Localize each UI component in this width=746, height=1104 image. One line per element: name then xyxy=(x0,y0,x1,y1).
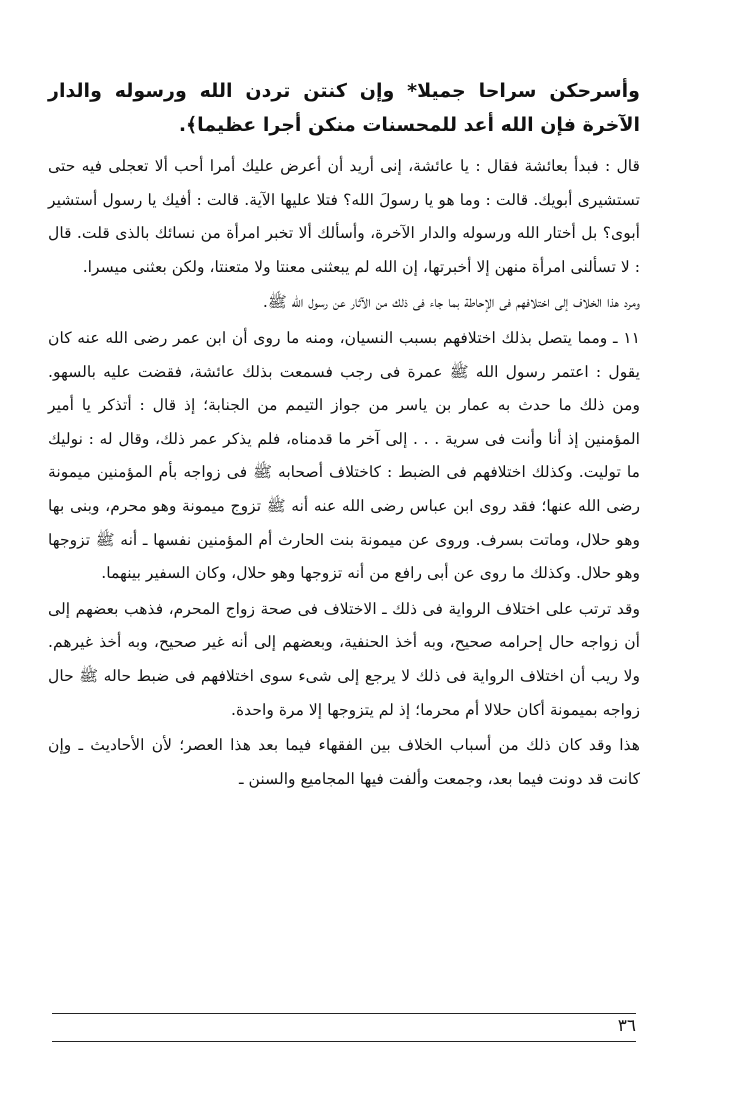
paragraph-3: ١١ ـ ومما يتصل بذلك اختلافهم بسبب النسيان، ومنه ما روى أن ابن عمر رضى الله عنه كان يقول : اعتمر رسول الله ﷺ عمرة فى رجب فسمعت بذلك عائشة، فقضت عليه بالسهو. ومن ذلك ما حدث به عمار بن ياسر من جواز التيمم من الجنابة؛ إذ قال : أتذكر يا أمير المؤمنين إذ أنا وأنت فى سرية . . . إلى آخر ما قدمناه، فلم يذكر عمر ذلك، وقال له : نوليك ما توليت. وكذلك اختلافهم فى الضبط : كاختلاف أصحابه ﷺ فى زواجه بأم المؤمنين ميمونة رضى الله عنها؛ فقد روى ابن عباس رضى الله عنه أنه ﷺ تزوج ميمونة وهو محرم، وبنى بها وهو حلال، وماتت بسرف. وروى عن ميمونة بنت الحارث أم المؤمنين نفسها ـ أنه ﷺ تزوجها وهو حلال. وكذلك ما روى عن أبى رافع من أنه تزوجها وهو حلال، وكان السفير بينهما. xyxy=(48,328,640,583)
quran-verse: وأسرحكن سراحا جميلا* وإن كنتن تردن الله ورسوله والدار الآخرة فإن الله أعد للمحسنات منكن أجرا عظيما﴾. xyxy=(48,80,640,136)
page-body xyxy=(48,74,640,798)
paragraph-5: هذا وقد كان ذلك من أسباب الخلاف بين الفقهاء فيما بعد هذا العصر؛ لأن الأحاديث ـ وإن كانت قد دونت فيما بعد، وجمعت وألفت فيها المجاميع والسنن ـ xyxy=(48,736,640,788)
paragraph-1: قال : فبدأ بعائشة فقال : يا عائشة، إنى أريد أن أعرض عليك أمرا أحب ألا تعجلى فيه حتى تستشيرى أبويك. قالت : وما هو يا رسولَ الله؟ فتلا عليها الآية. قالت : أفيك يا رسول أستشير أبوى؟ بل أختار الله ورسوله والدار الآخرة، وأسألك ألا تخبر امرأة من نسائك بالذى قلت. قال : لا تسألنى امرأة منهن إلا أخبرتها، إن الله لم يبعثنى معنتا ولا متعنتا، ولكن بعثنى ميسرا. xyxy=(48,157,640,276)
footer-rule-top xyxy=(52,1013,636,1014)
paragraph-2: ومرد هذا الخلاف إلى اختلافهم فى الإحاطة بما جاء فى ذلك من الآثار عن رسول الله ﷺ. xyxy=(262,293,640,312)
paragraph-4: وقد ترتب على اختلاف الرواية فى ذلك ـ الاختلاف فى صحة زواج المحرم، فذهب بعضهم إلى أن زواجه حال إحرامه صحيح، وبه أخذ الحنفية، وبعضهم إلى أنه غير صحيح، وبه أخذ غيرهم. ولا ريب أن اختلاف الرواية فى ذلك لا يرجع إلى شىء سوى اختلافهم فى ضبط حاله ﷺ حال زواجه بميمونة أكان حلالا أم محرما؛ إذ لم يتزوجها إلا مرة واحدة. xyxy=(48,599,640,719)
footer-rule-bottom xyxy=(52,1041,636,1042)
page-number: ٣٦ xyxy=(617,1016,636,1036)
